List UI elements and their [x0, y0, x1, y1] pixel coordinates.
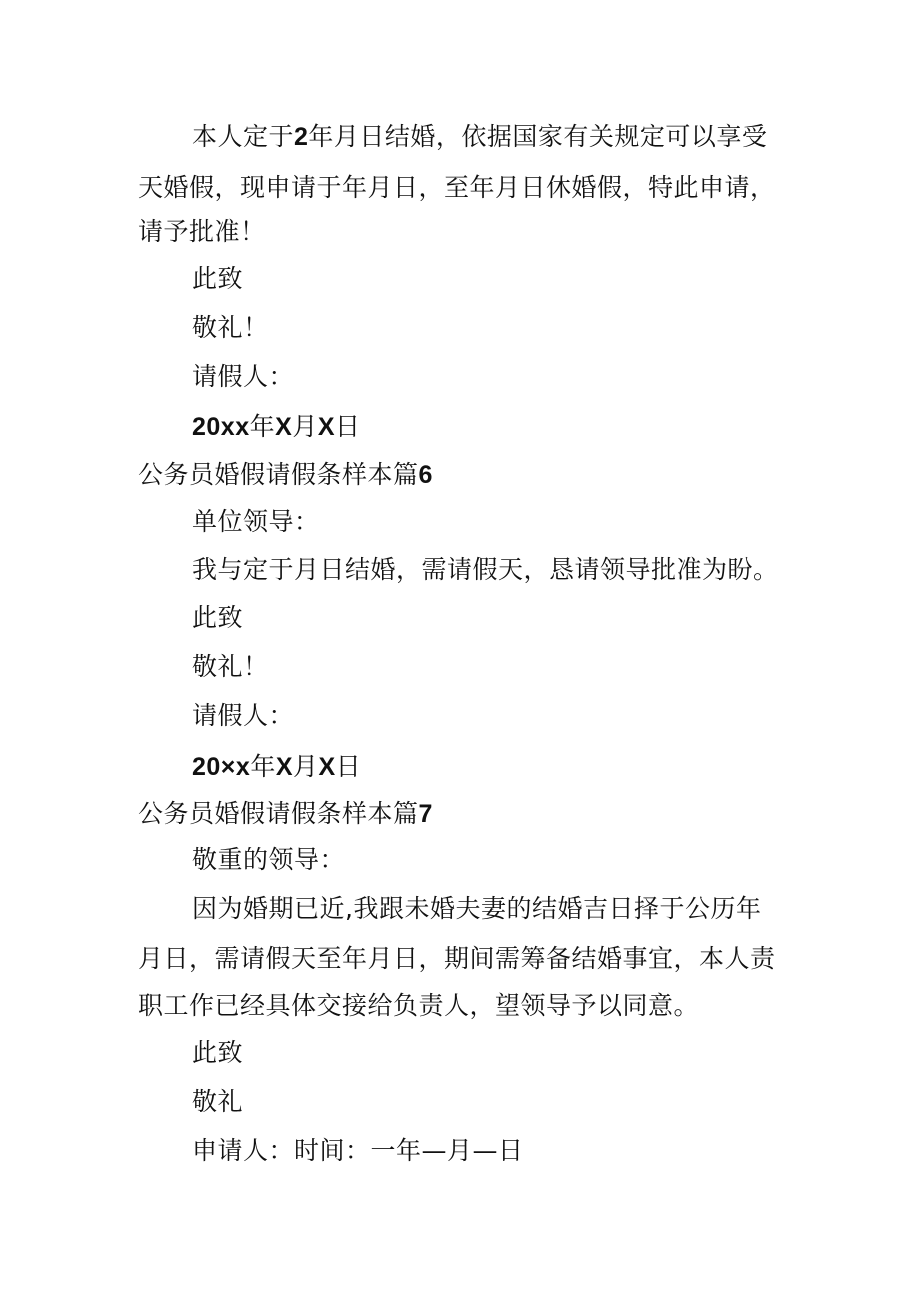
sample6-heading — [138, 460, 433, 490]
sample5-closing-ci-zhi: 此致 — [192, 264, 244, 293]
sample5-body-line-1-end: 年月日结婚，依据国家有关规定可以享受 — [308, 122, 768, 151]
sample7-body-line-1: 因为婚期已近,我跟未婚夫妻的结婚吉日择于公历年 — [192, 894, 762, 923]
sample6-date-month-unit: 月 — [293, 752, 319, 781]
sample7-salutation: 敬重的领导： — [192, 845, 346, 874]
sample7-heading — [138, 799, 433, 829]
sample6-date-month: X — [275, 753, 294, 781]
sample5-date-month-unit: 月 — [292, 412, 318, 441]
sample6-salutation: 单位领导： — [192, 507, 320, 536]
sample6-heading-number: 6 — [418, 461, 433, 489]
sample7-heading-text: 公务员婚假请假条样本篇 — [138, 799, 419, 828]
sample6-date-year: 20×x — [192, 753, 251, 781]
sample5-date-month: X — [275, 413, 293, 441]
sample5-body-line-2: 天婚假，现申请于年月日，至年月日休婚假，特此申请， — [138, 173, 776, 202]
sample6-date — [192, 752, 361, 782]
sample5-date-year: 20xx — [192, 413, 250, 441]
sample6-date-day: X — [318, 753, 336, 781]
sample7-body-line-3: 职工作已经具体交接给负责人，望领导予以同意。 — [138, 991, 700, 1020]
sample6-date-year-unit: 年 — [250, 752, 276, 781]
sample5-date-day: X — [317, 413, 336, 441]
sample7-body-line-2: 月日，需请假天至年月日，期间需筹备结婚事宜，本人责 — [138, 944, 776, 973]
sample5-body-line-3: 请予批准！ — [138, 217, 266, 246]
sample7-heading-number: 7 — [418, 800, 433, 828]
sample5-closing-jing-li: 敬礼！ — [192, 313, 269, 342]
sample7-closing-jing-li: 敬礼 — [192, 1087, 244, 1116]
sample7-signature-line: 申请人：时间：一年—月—日 — [192, 1136, 524, 1165]
sample5-date-day-unit: 日 — [335, 412, 361, 441]
sample6-applicant: 请假人： — [192, 701, 295, 730]
sample5-body-line-1-start: 本人定于 — [192, 122, 295, 151]
sample6-closing-ci-zhi: 此致 — [192, 603, 244, 632]
sample6-closing-jing-li: 敬礼！ — [192, 652, 269, 681]
sample5-body-line-1-number: 2 — [294, 123, 309, 151]
sample5-date — [192, 412, 361, 442]
sample6-date-day-unit: 日 — [335, 752, 362, 781]
sample7-closing-ci-zhi: 此致 — [192, 1038, 244, 1067]
sample5-date-year-unit: 年 — [249, 412, 276, 441]
sample5-applicant: 请假人： — [192, 362, 295, 391]
sample5-body-line-1 — [192, 122, 767, 152]
sample6-body-line-1: 我与定于月日结婚，需请假天，恳请领导批准为盼。 — [192, 555, 779, 584]
sample6-heading-text: 公务员婚假请假条样本篇 — [138, 460, 419, 489]
